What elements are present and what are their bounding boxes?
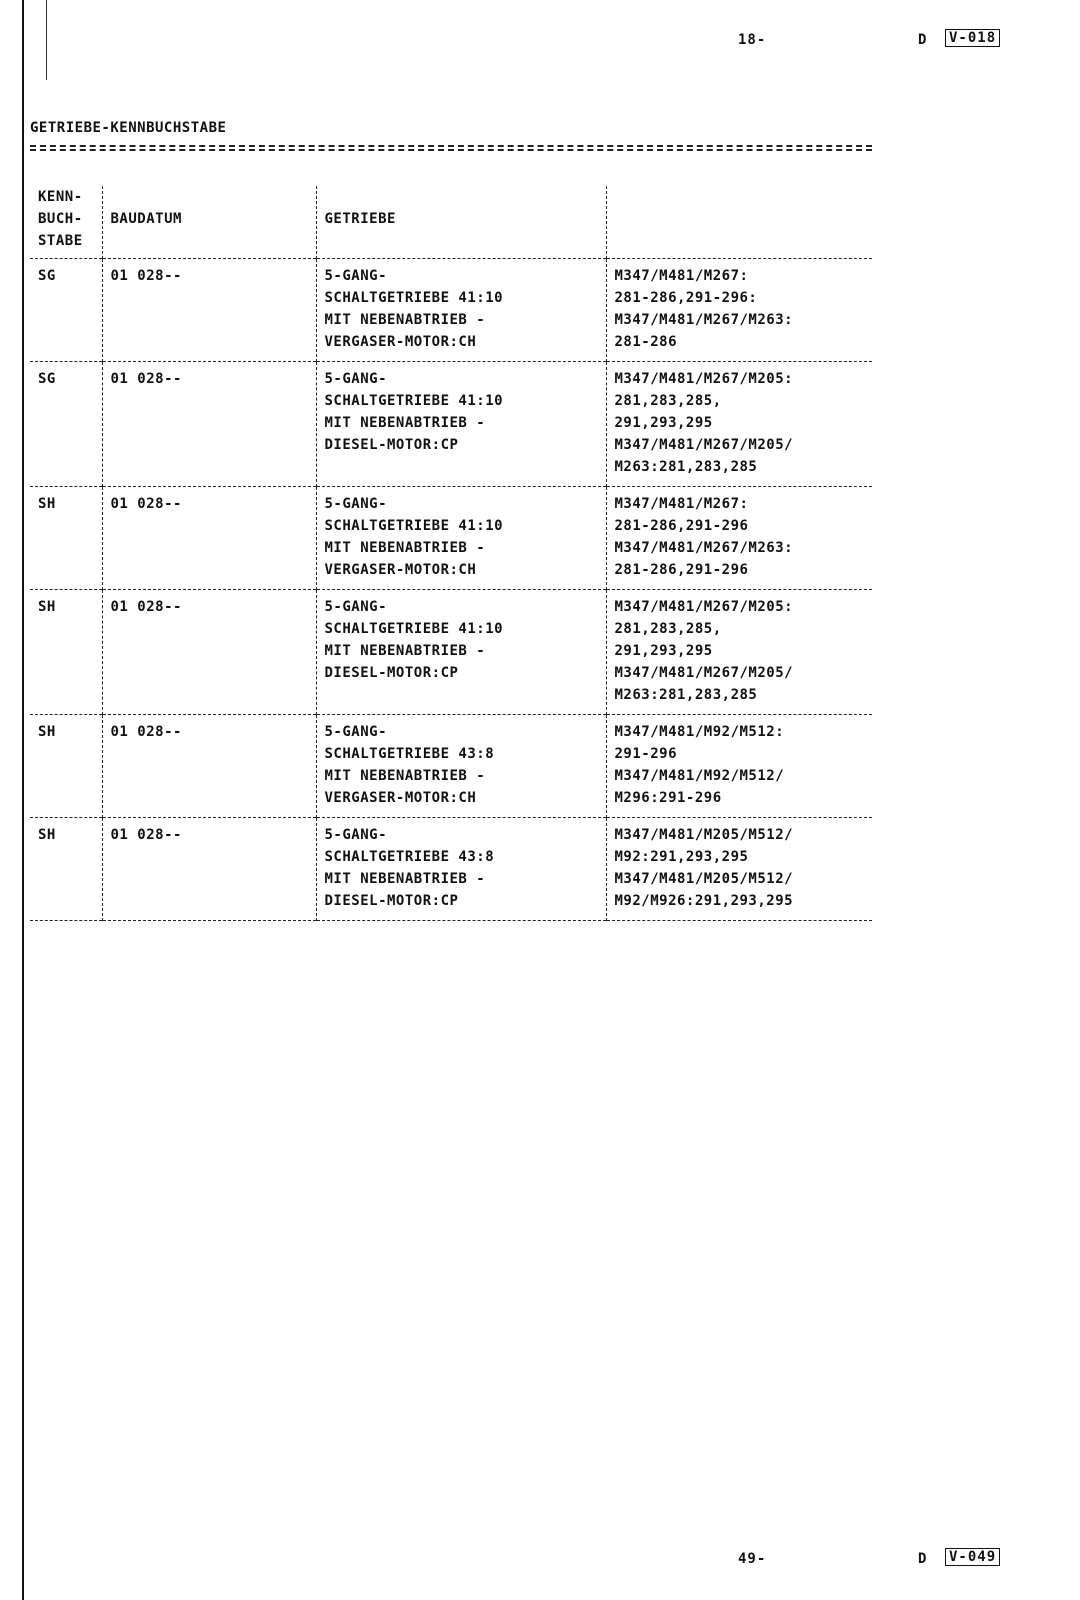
title-double-rule-lower (30, 149, 872, 151)
models-line: M347/M481/M205/M512/ (614, 871, 794, 887)
gearbox-line: MIT NEBENABTRIEB - (324, 415, 486, 431)
code-cell: SH (38, 599, 56, 615)
gearbox-line: VERGASER-MOTOR:CH (324, 790, 477, 806)
table-row (30, 590, 872, 715)
models-line: M263:281,283,285 (614, 459, 758, 475)
models-cell (606, 715, 872, 818)
models-line: M347/M481/M92/M512: (614, 724, 785, 740)
gearbox-line: DIESEL-MOTOR:CP (324, 893, 459, 909)
models-line: 281-286 (614, 334, 678, 350)
models-cell (606, 487, 872, 590)
gearbox-line: MIT NEBENABTRIEB - (324, 540, 486, 556)
date-cell: 01 028-- (102, 362, 316, 487)
models-line: M92/M926:291,293,295 (614, 893, 794, 909)
table-row (30, 259, 872, 362)
title-double-rule (30, 145, 872, 147)
table-row (30, 487, 872, 590)
models-line: M347/M481/M267/M205/ (614, 665, 794, 681)
models-line: M347/M481/M92/M512/ (614, 768, 785, 784)
models-cell (606, 362, 872, 487)
date-cell: 01 028-- (102, 715, 316, 818)
models-line: 291-296 (614, 746, 678, 762)
document-title: GETRIEBE-KENNBUCHSTABE (30, 120, 227, 136)
gearbox-line: 5-GANG- (324, 827, 388, 843)
gearbox-line: 5-GANG- (324, 496, 388, 512)
models-line: 281,283,285, (614, 393, 722, 409)
left-margin-rule (22, 0, 24, 1600)
gearbox-line: SCHALTGETRIEBE 43:8 (324, 849, 495, 865)
models-line: 281-286,291-296 (614, 562, 749, 578)
models-line: 291,293,295 (614, 643, 713, 659)
models-line: M347/M481/M267/M263: (614, 540, 794, 556)
table-row (30, 818, 872, 921)
gearbox-line: 5-GANG- (324, 724, 388, 740)
gearbox-line: SCHALTGETRIEBE 41:10 (324, 518, 504, 534)
region-code-top: D (918, 32, 928, 48)
page-number-bottom: 49- (738, 1551, 767, 1567)
gearbox-line: VERGASER-MOTOR:CH (324, 334, 477, 350)
models-line: M347/M481/M267/M205: (614, 599, 794, 615)
gearbox-line: 5-GANG- (324, 268, 388, 284)
code-cell: SH (38, 827, 56, 843)
gearbox-line: MIT NEBENABTRIEB - (324, 643, 486, 659)
models-line: M347/M481/M205/M512/ (614, 827, 794, 843)
gearbox-cell (316, 362, 606, 487)
models-line: 281,283,285, (614, 621, 722, 637)
gearbox-cell (316, 590, 606, 715)
gearbox-line: SCHALTGETRIEBE 41:10 (324, 393, 504, 409)
column-header-date: BAUDATUM (102, 186, 316, 259)
sheet-id-bottom: V-049 (945, 1548, 1000, 1566)
code-cell: SG (38, 268, 56, 284)
region-code-bottom: D (918, 1551, 928, 1567)
column-header-code: KENN- BUCH- STABE (38, 189, 83, 249)
gearbox-line: 5-GANG- (324, 599, 388, 615)
date-cell: 01 028-- (102, 487, 316, 590)
page-number-top: 18- (738, 32, 767, 48)
gearbox-cell (316, 715, 606, 818)
gearbox-line: VERGASER-MOTOR:CH (324, 562, 477, 578)
models-line: M296:291-296 (614, 790, 722, 806)
gearbox-line: MIT NEBENABTRIEB - (324, 871, 486, 887)
models-cell (606, 590, 872, 715)
models-line: M347/M481/M267/M263: (614, 312, 794, 328)
column-header-models (606, 186, 872, 259)
code-cell: SH (38, 496, 56, 512)
models-line: 281-286,291-296 (614, 518, 749, 534)
date-cell: 01 028-- (102, 590, 316, 715)
models-line: M347/M481/M267: (614, 268, 749, 284)
models-line: M263:281,283,285 (614, 687, 758, 703)
gearbox-line: 5-GANG- (324, 371, 388, 387)
models-cell (606, 259, 872, 362)
table-row (30, 362, 872, 487)
models-line: M347/M481/M267/M205: (614, 371, 794, 387)
gearbox-line: SCHALTGETRIEBE 41:10 (324, 290, 504, 306)
gearbox-line: MIT NEBENABTRIEB - (324, 768, 486, 784)
gearbox-line: DIESEL-MOTOR:CP (324, 665, 459, 681)
code-cell: SH (38, 724, 56, 740)
gearbox-line: MIT NEBENABTRIEB - (324, 312, 486, 328)
gearbox-line: SCHALTGETRIEBE 41:10 (324, 621, 504, 637)
models-line: 291,293,295 (614, 415, 713, 431)
gearbox-cell (316, 487, 606, 590)
table-row (30, 715, 872, 818)
date-cell: 01 028-- (102, 818, 316, 921)
date-cell: 01 028-- (102, 259, 316, 362)
sheet-id-top: V-018 (945, 29, 1000, 47)
models-line: M92:291,293,295 (614, 849, 749, 865)
gearbox-cell (316, 259, 606, 362)
code-cell: SG (38, 371, 56, 387)
models-line: M347/M481/M267: (614, 496, 749, 512)
binding-mark (46, 0, 47, 80)
gearbox-code-table (30, 186, 872, 921)
models-line: M347/M481/M267/M205/ (614, 437, 794, 453)
column-header-gearbox: GETRIEBE (316, 186, 606, 259)
models-line: 281-286,291-296: (614, 290, 758, 306)
gearbox-line: DIESEL-MOTOR:CP (324, 437, 459, 453)
gearbox-cell (316, 818, 606, 921)
gearbox-line: SCHALTGETRIEBE 43:8 (324, 746, 495, 762)
models-cell (606, 818, 872, 921)
table-header-row (30, 186, 872, 259)
